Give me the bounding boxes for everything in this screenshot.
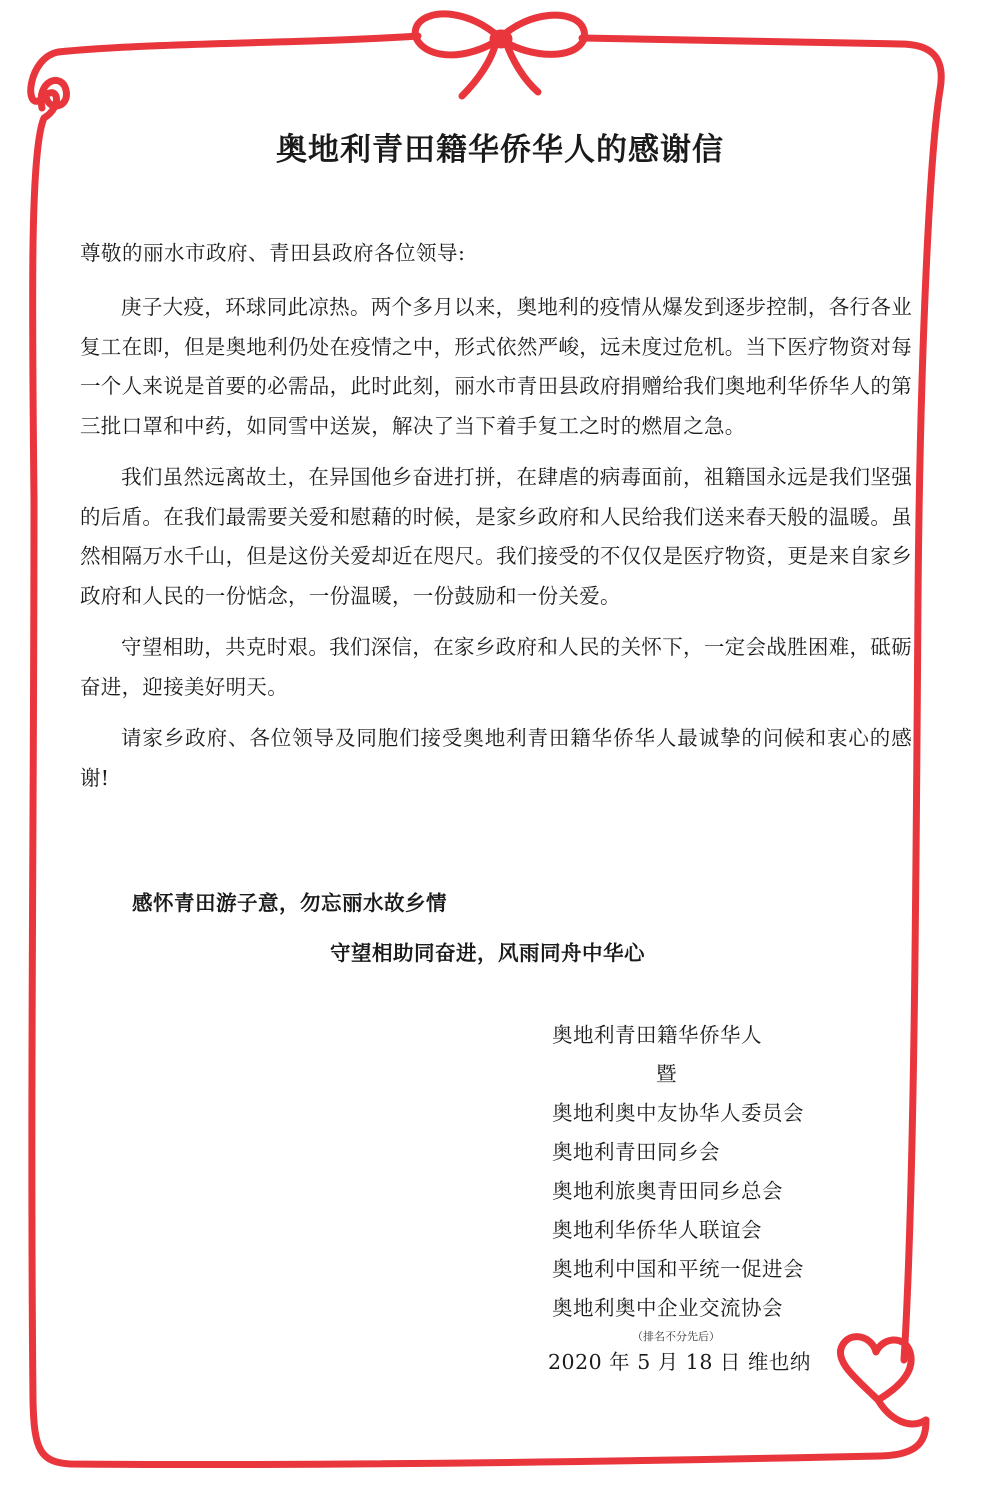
letter-body <box>80 288 912 810</box>
body-paragraph: 守望相助，共克时艰。我们深信，在家乡政府和人民的关怀下，一定会战胜困难，砥砺奋进，迎接美好明天。 <box>80 635 912 699</box>
signature-block <box>548 1016 872 1378</box>
body-paragraph: 庚子大疫，环球同此凉热。两个多月以来，奥地利的疫情从爆发到逐步控制，各行各业复工在即，但是奥地利仍处在疫情之中，形式依然严峻，远未度过危机。当下医疗物资对每一个人来说是首要的必需品，此时此刻，丽水市青田县政府捐赠给我们奥地利华侨华人的第三批口罩和中药，如同雪中送炭，解决了当下着手复工之时的燃眉之急。 <box>80 295 912 438</box>
signatory-org: 奥地利奥中企业交流协会 <box>552 1296 783 1320</box>
signatory-org: 奥地利旅奥青田同乡总会 <box>552 1179 783 1203</box>
signatory-lead: 奥地利青田籍华侨华人 <box>552 1023 762 1047</box>
signatory-joint-mark: 暨 <box>656 1062 677 1086</box>
body-paragraph: 我们虽然远离故土，在异国他乡奋进打拼，在肆虐的病毒面前，祖籍国永远是我们坚强的后盾。在我们最需要关爱和慰藉的时候，是家乡政府和人民给我们送来春天般的温暖。虽然相隔万水千山，但是这份关爱却近在咫尺。我们接受的不仅仅是医疗物资，更是来自家乡政府和人民的一份惦念，一份温暖，一份鼓励和一份关爱。 <box>80 465 912 608</box>
signatory-org: 奥地利奥中友协华人委员会 <box>552 1101 804 1125</box>
salutation: 尊敬的丽水市政府、青田县政府各位领导: <box>80 241 466 265</box>
signatory-org: 奥地利青田同乡会 <box>552 1140 720 1164</box>
letter-title: 奥地利青田籍华侨华人的感谢信 <box>276 132 724 168</box>
ranking-note: （排名不分先后） <box>632 1330 720 1343</box>
ribbon-bow-icon <box>415 14 584 96</box>
signatory-org: 奥地利中国和平统一促进会 <box>552 1257 804 1281</box>
closing-verse-line-2: 守望相助同奋进，风雨同舟中华心 <box>330 941 645 965</box>
signatory-org: 奥地利华侨华人联谊会 <box>552 1218 762 1242</box>
closing-verse-line-1: 感怀青田游子意，勿忘丽水故乡情 <box>132 891 447 915</box>
body-paragraph: 请家乡政府、各位领导及同胞们接受奥地利青田籍华侨华人最诚挚的问候和衷心的感谢! <box>80 726 912 790</box>
date-place: 2020 年 5 月 18 日 维也纳 <box>548 1350 811 1374</box>
